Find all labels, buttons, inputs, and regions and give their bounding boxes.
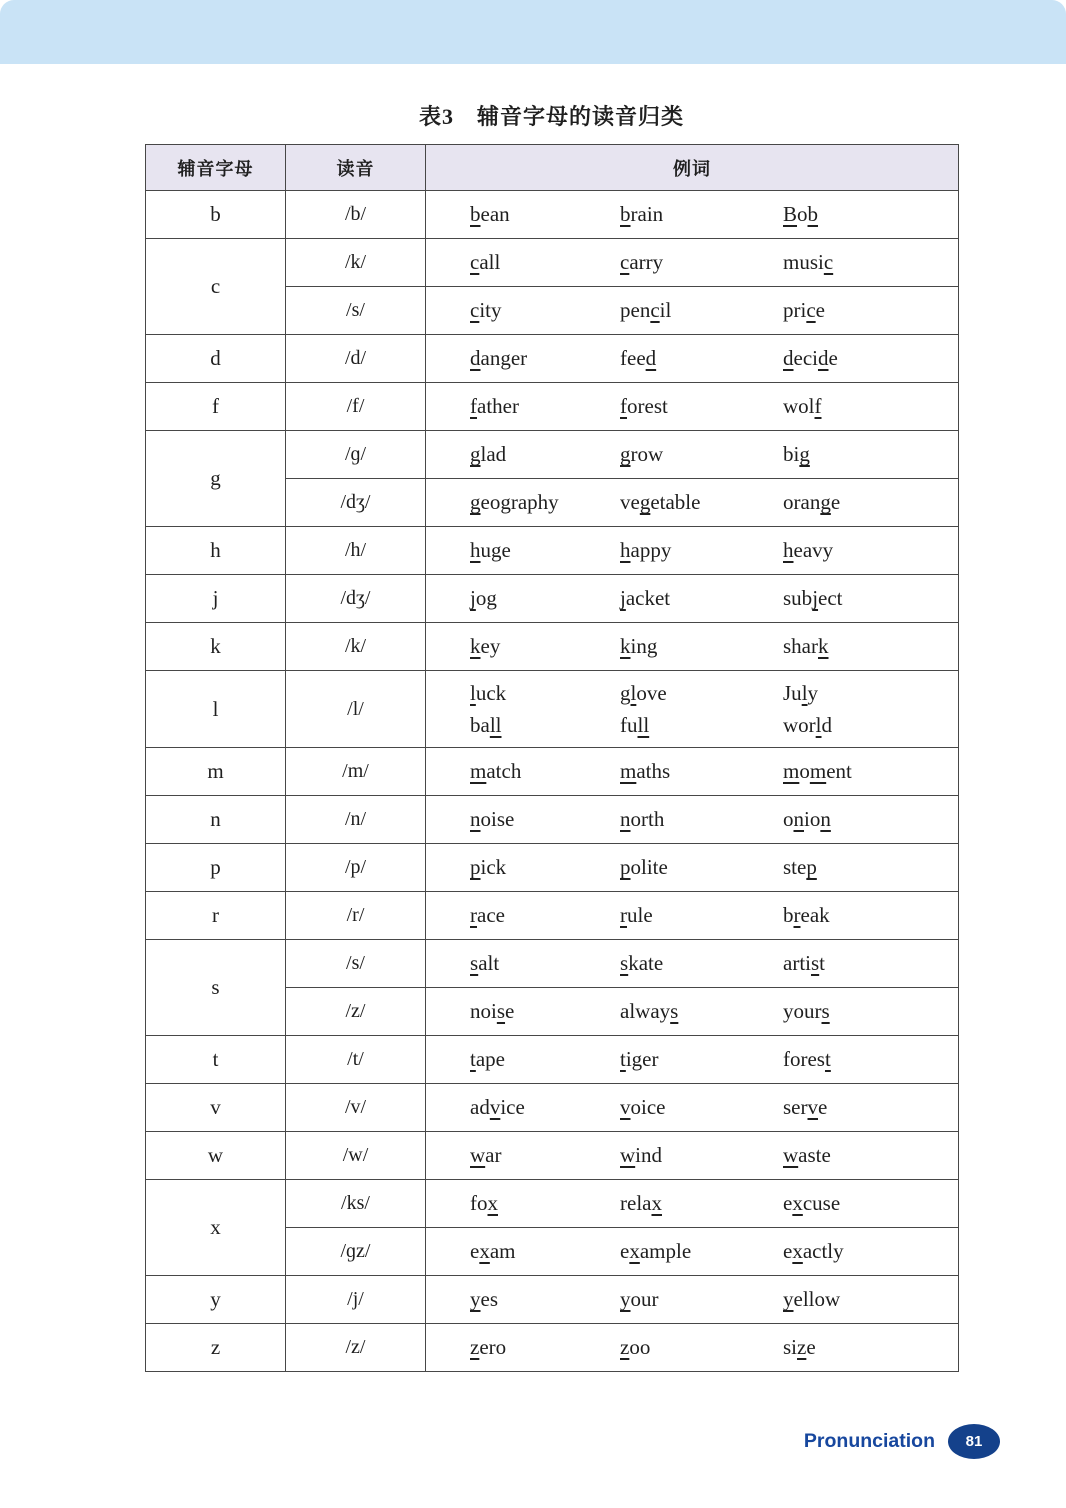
example-word: break — [783, 903, 830, 928]
example-word: wolf — [783, 394, 822, 419]
letter-cell-c: c — [146, 239, 286, 335]
sound-cell: /dʒ/ — [286, 575, 426, 623]
table-row — [146, 623, 959, 671]
example-word: grow — [620, 442, 664, 467]
sound-cell: /s/ — [286, 287, 426, 335]
example-word: onion — [783, 807, 831, 832]
words-cell — [426, 1276, 959, 1324]
example-word: tape — [470, 1047, 505, 1072]
example-word: luck — [470, 681, 507, 706]
header-sound: 读音 — [286, 145, 426, 191]
example-word: maths — [620, 759, 671, 784]
example-word: exactly — [783, 1239, 844, 1264]
words-cell — [426, 796, 959, 844]
sound-cell: /b/ — [286, 191, 426, 239]
words-cell — [426, 1132, 959, 1180]
example-word: carry — [620, 250, 664, 275]
letter-cell-r: r — [146, 892, 286, 940]
table-row — [146, 671, 959, 748]
table-row — [146, 940, 959, 988]
example-word: happy — [620, 538, 672, 563]
example-word: heavy — [783, 538, 834, 563]
sound-cell: /w/ — [286, 1132, 426, 1180]
sound-cell: /ks/ — [286, 1180, 426, 1228]
top-accent-band — [0, 0, 1066, 64]
example-word: full — [620, 712, 650, 737]
table-row — [146, 844, 959, 892]
example-word: exam — [470, 1239, 516, 1264]
example-word: yes — [470, 1287, 498, 1312]
words-cell — [426, 988, 959, 1036]
example-word: July — [783, 681, 819, 706]
example-word: jog — [470, 586, 497, 611]
sound-cell: /f/ — [286, 383, 426, 431]
example-word: step — [783, 855, 817, 880]
letter-cell-l: l — [146, 671, 286, 748]
example-word: subject — [783, 586, 843, 611]
letter-cell-x: x — [146, 1180, 286, 1276]
table-row — [146, 575, 959, 623]
table-row — [146, 1276, 959, 1324]
letter-cell-j: j — [146, 575, 286, 623]
sound-cell: /z/ — [286, 988, 426, 1036]
example-word: waste — [783, 1143, 831, 1168]
example-word: artist — [783, 951, 826, 976]
example-word: glove — [620, 681, 667, 706]
table-row — [146, 748, 959, 796]
table-title: 表3 辅音字母的读音归类 — [418, 104, 684, 129]
sound-cell: /d/ — [286, 335, 426, 383]
example-word: key — [470, 634, 501, 659]
example-word: wind — [620, 1143, 663, 1168]
sound-cell: /m/ — [286, 748, 426, 796]
letter-cell-m: m — [146, 748, 286, 796]
letter-cell-y: y — [146, 1276, 286, 1324]
example-word: zero — [470, 1335, 507, 1360]
example-word: price — [783, 298, 825, 323]
table-row — [146, 796, 959, 844]
sound-cell: /n/ — [286, 796, 426, 844]
example-word: yours — [783, 999, 830, 1024]
example-word: decide — [783, 346, 838, 371]
example-word: excuse — [783, 1191, 841, 1216]
sound-cell: /ɡ/ — [286, 431, 426, 479]
example-word: city — [470, 298, 502, 323]
example-word: feed — [620, 346, 657, 371]
table-row — [146, 431, 959, 479]
words-cell — [426, 527, 959, 575]
example-word: noise — [470, 807, 515, 832]
letter-cell-n: n — [146, 796, 286, 844]
table-row — [146, 335, 959, 383]
example-word: orange — [783, 490, 841, 515]
example-word: Bob — [783, 202, 819, 227]
example-word: huge — [470, 538, 511, 563]
example-word: big — [783, 442, 810, 467]
letter-cell-b: b — [146, 191, 286, 239]
header-example-words: 例词 — [426, 145, 959, 191]
words-cell — [426, 335, 959, 383]
example-word: always — [620, 999, 679, 1024]
table-row — [146, 191, 959, 239]
pronunciation-table-body — [146, 191, 959, 1372]
sound-cell: /p/ — [286, 844, 426, 892]
letter-cell-f: f — [146, 383, 286, 431]
table-row — [146, 1036, 959, 1084]
example-word: jacket — [620, 586, 671, 611]
example-word: music — [783, 250, 834, 275]
example-word: father — [470, 394, 519, 419]
example-word: world — [783, 712, 833, 737]
example-word: example — [620, 1239, 692, 1264]
example-word: north — [620, 807, 665, 832]
words-cell — [426, 239, 959, 287]
letter-cell-k: k — [146, 623, 286, 671]
example-word: call — [470, 250, 501, 275]
words-cell — [426, 748, 959, 796]
words-cell — [426, 1324, 959, 1372]
table-row — [146, 1180, 959, 1228]
table-header-row — [146, 145, 959, 191]
sound-cell: /dʒ/ — [286, 479, 426, 527]
words-cell — [426, 1180, 959, 1228]
example-word: size — [783, 1335, 816, 1360]
example-word: geography — [470, 490, 559, 515]
example-word: moment — [783, 759, 852, 784]
letter-cell-p: p — [146, 844, 286, 892]
example-word: yellow — [783, 1287, 841, 1312]
table-row — [146, 1324, 959, 1372]
words-cell — [426, 575, 959, 623]
letter-cell-h: h — [146, 527, 286, 575]
words-cell — [426, 844, 959, 892]
table-row — [146, 383, 959, 431]
letter-cell-d: d — [146, 335, 286, 383]
words-cell — [426, 1084, 959, 1132]
letter-cell-s: s — [146, 940, 286, 1036]
header-consonant-letter: 辅音字母 — [146, 145, 286, 191]
words-cell — [426, 892, 959, 940]
table-row — [146, 1132, 959, 1180]
example-word: race — [470, 903, 505, 928]
table-row — [146, 527, 959, 575]
example-word: zoo — [620, 1335, 651, 1360]
sound-cell: /k/ — [286, 239, 426, 287]
letter-cell-t: t — [146, 1036, 286, 1084]
footer-pronunciation-label: Pronunciation — [803, 1430, 935, 1452]
words-cell — [426, 623, 959, 671]
example-word: ball — [470, 712, 502, 737]
example-word: pencil — [620, 298, 672, 323]
example-word: danger — [470, 346, 528, 371]
sound-cell: /v/ — [286, 1084, 426, 1132]
words-cell — [426, 287, 959, 335]
example-word: brain — [620, 202, 664, 227]
example-word: noise — [470, 999, 515, 1024]
sound-cell: /j/ — [286, 1276, 426, 1324]
example-word: relax — [620, 1191, 662, 1216]
words-cell — [426, 383, 959, 431]
words-cell — [426, 431, 959, 479]
example-word: forest — [783, 1047, 831, 1072]
sound-cell: /r/ — [286, 892, 426, 940]
example-word: fox — [470, 1191, 498, 1216]
page-number-badge: 81 — [948, 1424, 1000, 1459]
footer — [804, 1424, 1000, 1459]
example-word: polite — [620, 855, 668, 880]
letter-cell-v: v — [146, 1084, 286, 1132]
sound-cell: /h/ — [286, 527, 426, 575]
words-cell — [426, 1036, 959, 1084]
example-word: advice — [470, 1095, 525, 1120]
letter-cell-g: g — [146, 431, 286, 527]
example-word: rule — [620, 903, 653, 928]
sound-cell: /s/ — [286, 940, 426, 988]
example-word: shark — [783, 634, 829, 659]
sound-cell: /z/ — [286, 1324, 426, 1372]
words-cell — [426, 191, 959, 239]
example-word: voice — [620, 1095, 666, 1120]
pronunciation-table — [145, 144, 959, 1372]
words-cell — [426, 1228, 959, 1276]
table-section — [145, 100, 958, 1372]
sound-cell: /k/ — [286, 623, 426, 671]
table-row — [146, 239, 959, 287]
words-cell — [426, 479, 959, 527]
example-word: skate — [620, 951, 664, 976]
words-cell — [426, 940, 959, 988]
example-word: salt — [470, 951, 500, 976]
example-word: king — [620, 634, 658, 659]
words-cell — [426, 671, 959, 748]
example-word: vegetable — [620, 490, 701, 515]
table-row — [146, 892, 959, 940]
example-word: match — [470, 759, 522, 784]
example-word: tiger — [620, 1047, 659, 1072]
example-word: your — [620, 1287, 659, 1312]
example-word: bean — [470, 202, 510, 227]
letter-cell-z: z — [146, 1324, 286, 1372]
letter-cell-w: w — [146, 1132, 286, 1180]
sound-cell: /ɡz/ — [286, 1228, 426, 1276]
example-word: pick — [470, 855, 507, 880]
example-word: serve — [783, 1095, 828, 1120]
sound-cell: /t/ — [286, 1036, 426, 1084]
example-word: forest — [620, 394, 668, 419]
sound-cell: /l/ — [286, 671, 426, 748]
table-row — [146, 1084, 959, 1132]
example-word: glad — [470, 442, 507, 467]
example-word: war — [470, 1143, 502, 1168]
